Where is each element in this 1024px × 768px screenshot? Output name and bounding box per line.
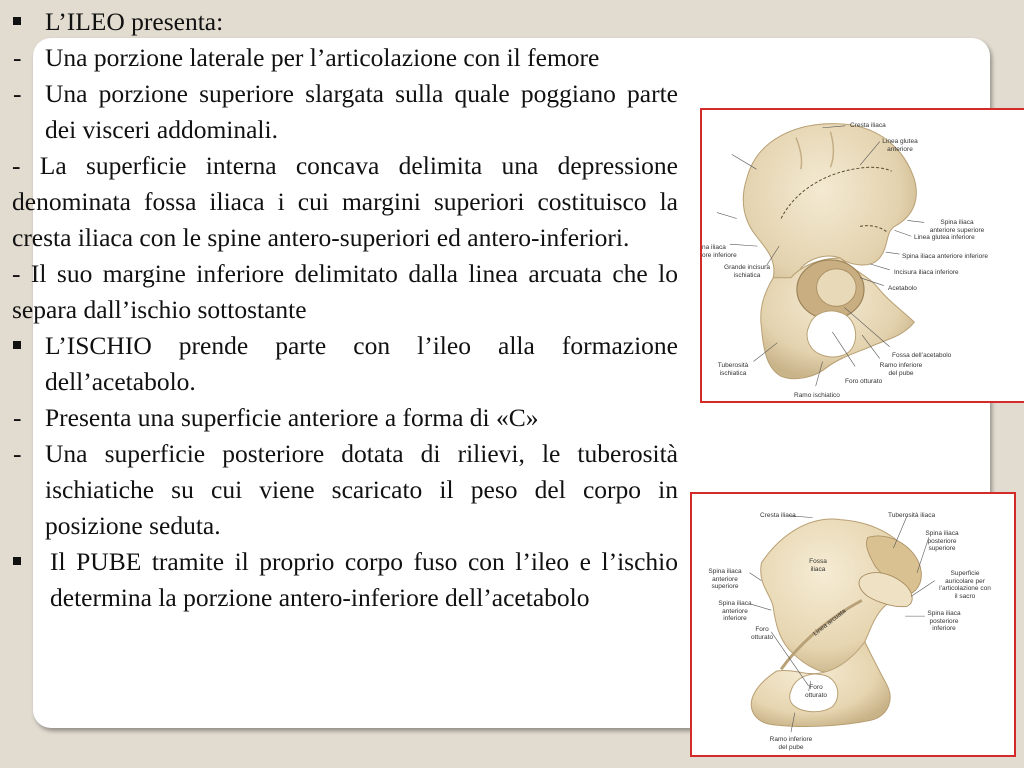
label-spina-iliaca-posteriore-superiore: Spina iliaca posteriore superiore (925, 530, 959, 552)
label-spina-iliaca-posteriore-inferiore: Spina iliaca posteriore inferiore (927, 610, 961, 632)
square-bullet-icon (13, 17, 21, 25)
paragraph-ileo-superior (0, 76, 678, 148)
label-spina-iliaca-anteriore-superiore: Spina iliaca anteriore superiore (929, 219, 985, 234)
label-incisura-iliaca-inferiore: Incisura iliaca inferiore (894, 269, 959, 276)
label-spina-iliaca-anteriore-inferiore: Spina iliaca anteriore inferiore (902, 253, 988, 260)
label-foro-otturato: Foro otturato (845, 378, 883, 385)
square-bullet-icon (13, 341, 21, 349)
slide-text (0, 4, 678, 616)
label-superficie-auricolare: Superficie auricolare per l’articolazione con il sacro (939, 570, 991, 600)
label-fossa-iliaca: Fossa iliaca (809, 558, 827, 573)
label-spina-iliaca-anteriore-inferiore: Spina iliaca anteriore inferiore (718, 600, 752, 622)
label-ramo-inferiore-pube: Ramo inferiore del pube (879, 362, 923, 377)
paragraph-pube (0, 544, 678, 616)
paragraph-ileo (0, 4, 678, 40)
label-inferiore-truncated: ore inferiore (702, 252, 737, 259)
dash-bullet-icon: - (13, 43, 22, 72)
paragraph-ischio-posteriore (0, 436, 678, 544)
label-linea-glutea-anteriore: Linea glutea anteriore (882, 138, 918, 153)
label-acetabolo: Acetabolo (888, 285, 917, 292)
paragraph-text: Una superficie posteriore dotata di rilievi, le tuberosità ischiatiche su cui viene scaricato il peso del corpo in posizione seduta. (45, 439, 678, 540)
paragraph-text: Il PUBE tramite il proprio corpo fuso con l’ileo e l’ischio determina la porzione antero-inferiore dell’acetabolo (50, 547, 678, 612)
label-foro-otturato-upper: Foro otturato (750, 626, 774, 641)
paragraph-text: L’ILEO presenta: (45, 7, 224, 36)
label-cresta-iliaca: Cresta iliaca (760, 512, 796, 519)
label-tuberosita-iliaca: Tuberosità iliaca (888, 512, 936, 519)
label-cresta-iliaca: Cresta iliaca (850, 122, 886, 129)
paragraph-text: Una porzione laterale per l’articolazione con il femore (45, 43, 600, 72)
label-spina-iliaca-anteriore-superiore: Spina iliaca anteriore superiore (708, 568, 742, 590)
paragraph-text: - Il suo margine inferiore delimitato dalla linea arcuata che lo separa dall’ischio sottostante (12, 259, 678, 324)
square-bullet-icon (13, 557, 21, 565)
label-linea-arcuata: Linea arcuata (812, 607, 848, 638)
paragraph-margine-inferiore (0, 256, 678, 328)
label-ramo-inferiore-pube: Ramo inferiore del pube (769, 736, 813, 751)
hip-bone-medial-figure (690, 492, 1016, 757)
hip-bone-lateral-figure (700, 108, 1024, 403)
paragraph-text: L’ISCHIO prende parte con l’ileo alla formazione dell’acetabolo. (45, 331, 678, 396)
label-foro-otturato: Foro otturato (804, 684, 828, 699)
paragraph-ileo-lateral (0, 40, 678, 76)
paragraph-text: - La superficie interna concava delimita una depressione denominata fossa iliaca i cui margini superiori costituisco la cresta iliaca con le spine antero-superiori ed antero-inferiori. (12, 151, 678, 252)
paragraph-text: Presenta una superficie anteriore a forma di «C» (45, 403, 539, 432)
dash-bullet-icon: - (13, 403, 22, 432)
paragraph-ischio (0, 328, 678, 400)
paragraph-fossa-iliaca (0, 148, 678, 256)
label-fossa-acetabolo: Fossa dell’acetabolo (892, 352, 952, 359)
paragraph-text: Una porzione superiore slargata sulla quale poggiano parte dei visceri addominali. (45, 79, 678, 144)
label-tuberosita-ischiatica: Tuberosità ischiatica (717, 362, 749, 377)
label-spina-iliaca-truncated: na iliaca (702, 244, 726, 251)
dash-bullet-icon: - (13, 79, 22, 108)
paragraph-ischio-anteriore (0, 400, 678, 436)
label-ramo-ischiatico: Ramo ischiatico (794, 392, 840, 399)
label-linea-glutea-inferiore: Linea glutea inferiore (914, 234, 975, 241)
dash-bullet-icon: - (13, 439, 22, 468)
label-grande-incisura-ischiatica: Grande incisura ischiatica (724, 264, 770, 279)
